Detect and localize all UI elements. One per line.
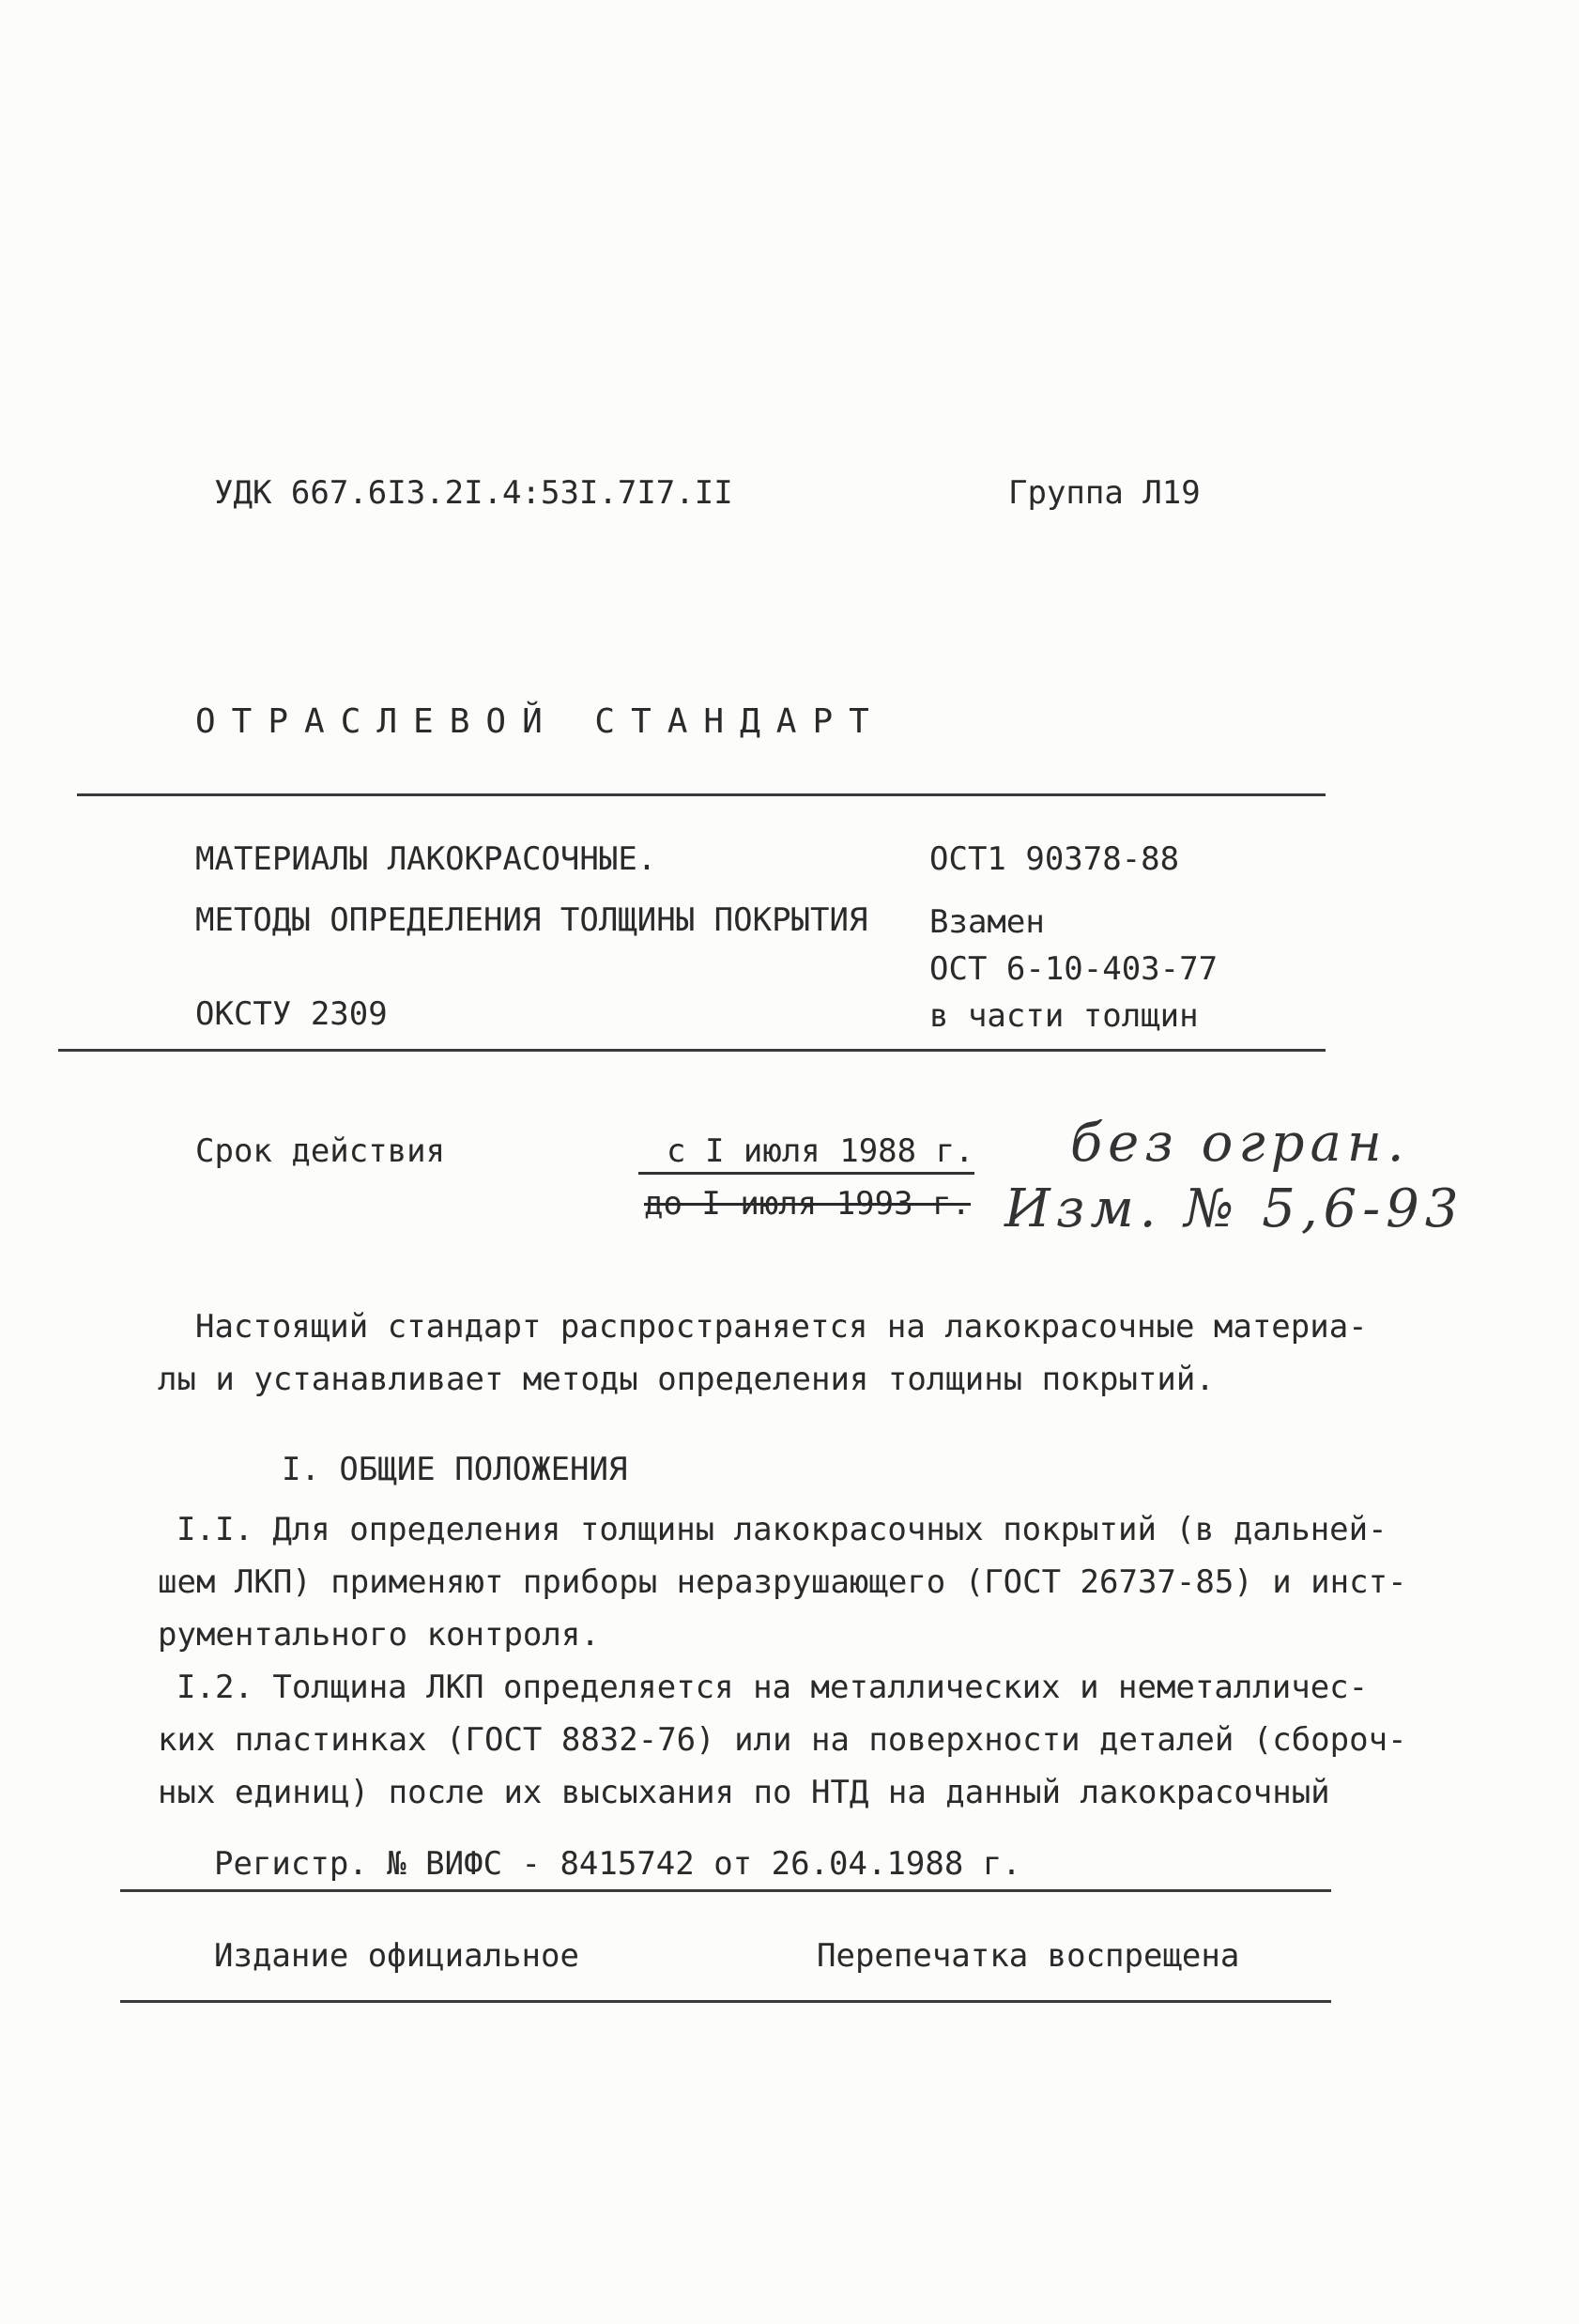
document-title: ОТРАСЛЕВОЙ СТАНДАРТ	[195, 702, 885, 741]
validity-to-struck: до I июля 1993 г.	[644, 1185, 971, 1223]
replaces-part: в части толщин	[929, 997, 1199, 1035]
reprint-note: Перепечатка воспрещена	[817, 1937, 1240, 1975]
intro-line2: лы и устанавливает методы определения толщины покрытий.	[158, 1361, 1215, 1398]
edition-note: Издание официальное	[214, 1937, 579, 1975]
clause-1-1-line3: рументального контроля.	[158, 1616, 600, 1654]
replaces-code: ОСТ 6-10-403-77	[929, 950, 1219, 988]
validity-from: с I июля 1988 г.	[638, 1132, 974, 1175]
info-rule	[58, 1049, 1326, 1052]
standard-name-line1: МАТЕРИАЛЫ ЛАКОКРАСОЧНЫЕ.	[195, 840, 657, 878]
clause-1-2-line2: ких пластинках (ГОСТ 8832-76) или на поверхности деталей (сбороч-	[158, 1721, 1407, 1759]
intro-line1: Настоящий стандарт распространяется на лакокрасочные материа-	[195, 1308, 1368, 1346]
group-code: Группа Л19	[1008, 474, 1201, 512]
clause-1-1-line2: шем ЛКП) применяют приборы неразрушающего (ГОСТ 26737-85) и инст-	[158, 1563, 1407, 1601]
standard-name-line2: МЕТОДЫ ОПРЕДЕЛЕНИЯ ТОЛЩИНЫ ПОКРЫТИЯ	[195, 901, 868, 939]
okstu-code: ОКСТУ 2309	[195, 995, 388, 1033]
handwritten-note-line1: без огран.	[1070, 1113, 1410, 1174]
validity-label: Срок действия	[195, 1132, 446, 1170]
title-rule	[77, 793, 1326, 796]
clause-1-2-line1: I.2. Толщина ЛКП определяется на металлических и неметалличес-	[176, 1669, 1369, 1706]
clause-1-2-line3: ных единиц) после их высыхания по НТД на данный лакокрасочный	[158, 1774, 1330, 1811]
handwritten-note-line2: Изм. № 5,6-93	[1004, 1178, 1464, 1239]
section-title: I. ОБЩИЕ ПОЛОЖЕНИЯ	[282, 1451, 628, 1488]
footer-rule	[120, 2000, 1331, 2003]
standard-code: ОСТ1 90378-88	[929, 840, 1180, 878]
udk-code: УДК 667.6I3.2I.4:53I.7I7.II	[214, 474, 733, 512]
clause-1-1-line1: I.I. Для определения толщины лакокрасочных покрытий (в дальней-	[176, 1511, 1387, 1548]
replaces-label: Взамен	[929, 903, 1045, 941]
registration-number: Регистр. № ВИФС - 8415742 от 26.04.1988 г.	[214, 1845, 1021, 1883]
registration-rule	[120, 1889, 1331, 1892]
